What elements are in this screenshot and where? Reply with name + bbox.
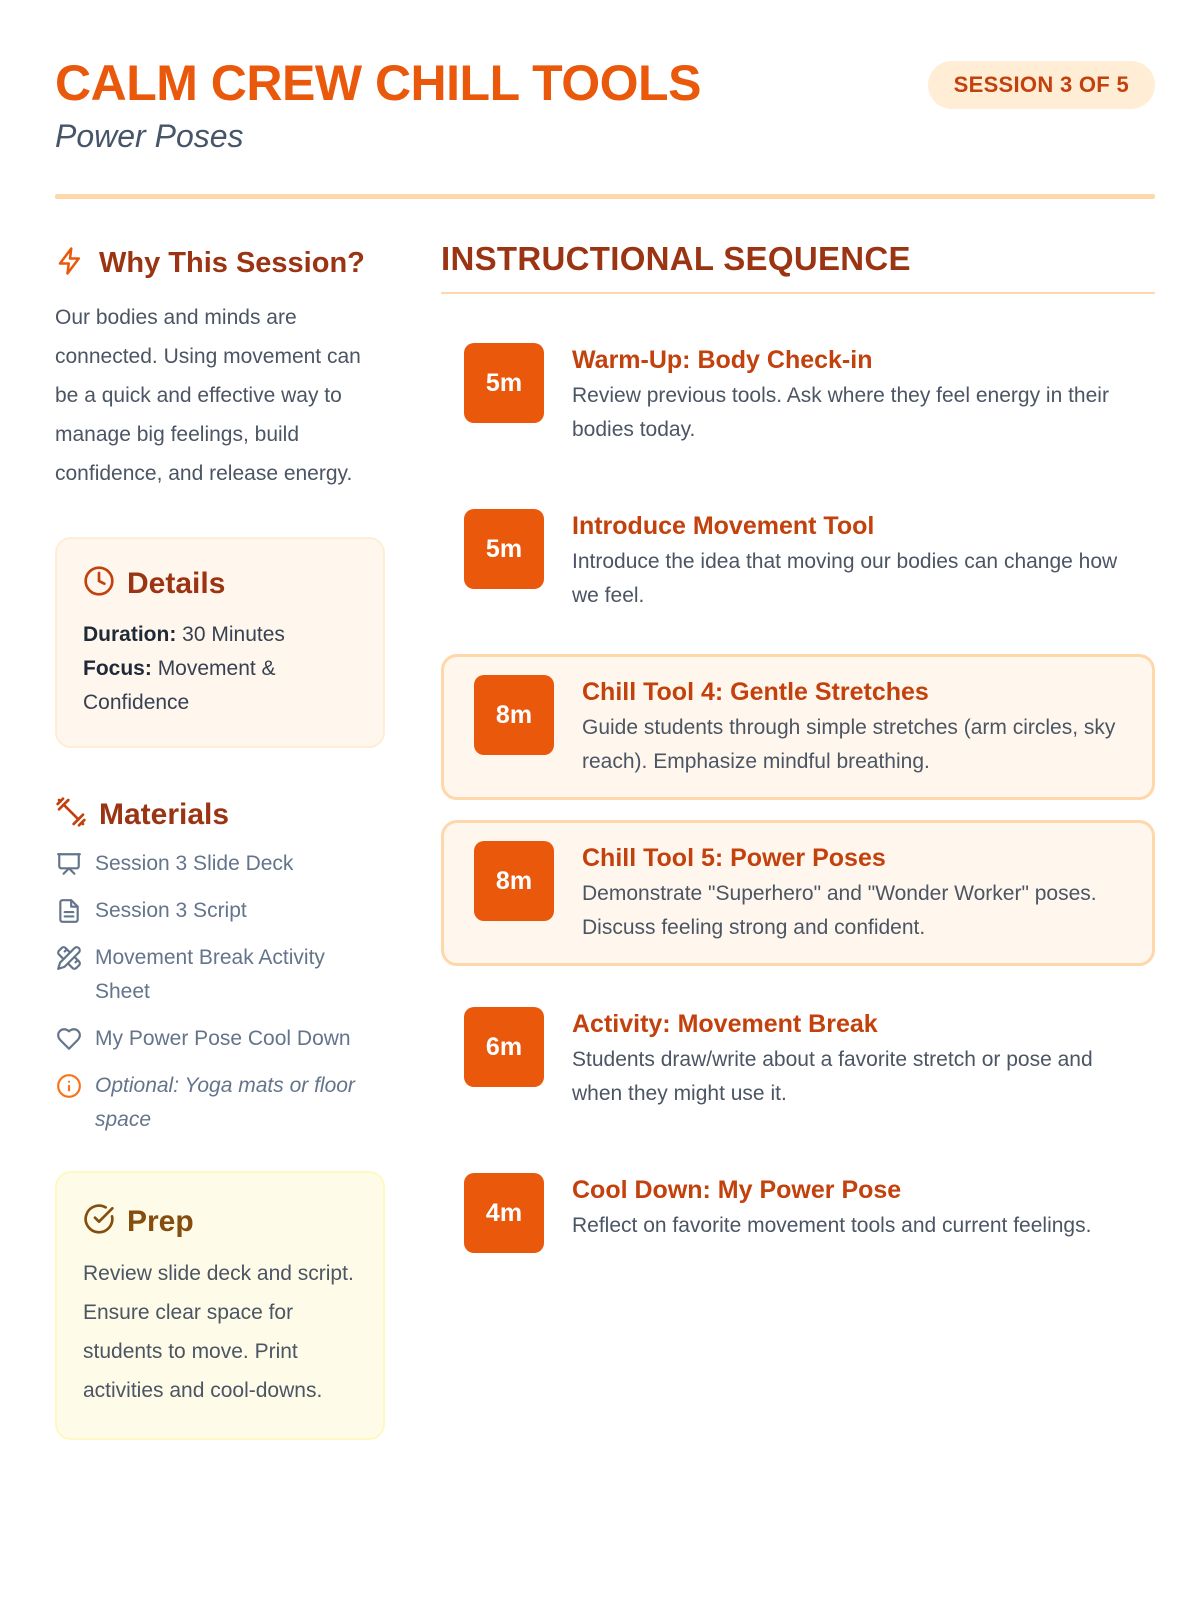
material-item-optional: [55, 1069, 385, 1137]
step-description: Review previous tools. Ask where they feel energy in their bodies today.: [572, 384, 1109, 441]
why-text: Our bodies and minds are connected. Using movement can be a quick and effective way to manage big feelings, build confidence, and release energy.: [55, 306, 361, 485]
step-duration: 8m: [474, 675, 554, 755]
sequence-title: INSTRUCTIONAL SEQUENCE: [441, 240, 1155, 294]
step-duration: 6m: [464, 1007, 544, 1087]
dumbbell-icon: [55, 796, 87, 833]
material-item: [55, 941, 385, 1009]
details-heading: Details: [127, 566, 226, 600]
step-description: Students draw/write about a favorite stretch or pose and when they might use it.: [572, 1048, 1093, 1105]
prep-card: [55, 1171, 385, 1440]
heart-icon: [55, 1022, 83, 1056]
materials-heading: Materials: [99, 797, 230, 831]
sequence-step: [441, 488, 1155, 634]
material-label: Movement Break Activity Sheet: [95, 946, 325, 1003]
header-divider: [55, 194, 1155, 199]
step-title: Introduce Movement Tool: [572, 512, 875, 540]
sequence-step-highlighted: [441, 654, 1155, 800]
prep-heading: Prep: [127, 1204, 194, 1238]
step-duration: 8m: [474, 841, 554, 921]
duration-value: 30 Minutes: [182, 623, 285, 646]
duration-line: [83, 618, 357, 652]
step-title: Cool Down: My Power Pose: [572, 1176, 902, 1204]
page-subtitle: Power Poses: [55, 118, 244, 154]
sequence-step-highlighted: [441, 820, 1155, 966]
sidebar: [55, 240, 385, 1440]
presentation-icon: [55, 847, 83, 881]
step-title: Chill Tool 4: Gentle Stretches: [582, 678, 929, 706]
step-description: Introduce the idea that moving our bodies can change how we feel.: [572, 550, 1118, 607]
step-title: Warm-Up: Body Check-in: [572, 346, 873, 374]
session-badge: SESSION 3 OF 5: [928, 61, 1155, 109]
pencil-ruler-icon: [55, 941, 83, 975]
info-icon: [55, 1069, 83, 1103]
sequence-step: [441, 986, 1155, 1132]
details-card: [55, 537, 385, 748]
step-duration: 4m: [464, 1173, 544, 1253]
step-duration: 5m: [464, 343, 544, 423]
sequence-step: [441, 322, 1155, 468]
step-title: Chill Tool 5: Power Poses: [582, 844, 886, 872]
step-title: Activity: Movement Break: [572, 1010, 878, 1038]
duration-label: Duration:: [83, 623, 177, 646]
sequence-step: [441, 1152, 1155, 1274]
lightning-icon: [55, 244, 85, 283]
check-circle-icon: [83, 1203, 115, 1240]
material-label: My Power Pose Cool Down: [95, 1027, 351, 1050]
why-heading: Why This Session?: [99, 247, 365, 279]
material-item: [55, 847, 385, 881]
material-item: [55, 1022, 385, 1056]
focus-label: Focus:: [83, 657, 152, 680]
step-description: Guide students through simple stretches (arm circles, sky reach). Emphasize mindful breathing.: [582, 716, 1116, 773]
prep-text: Review slide deck and script. Ensure clear space for students to move. Print activities and cool-downs.: [83, 1262, 354, 1402]
step-description: Reflect on favorite movement tools and current feelings.: [572, 1214, 1092, 1237]
step-duration: 5m: [464, 509, 544, 589]
material-label: Session 3 Slide Deck: [95, 852, 294, 875]
page-title: CALM CREW CHILL TOOLS: [55, 55, 701, 111]
material-item: [55, 894, 385, 928]
step-description: Demonstrate "Superhero" and "Wonder Worker" poses. Discuss feeling strong and confident.: [582, 882, 1097, 939]
focus-line: [83, 652, 357, 720]
materials-section: [55, 796, 385, 1137]
document-icon: [55, 894, 83, 928]
page-header: [55, 50, 1155, 155]
focus-value: Movement & Confidence: [83, 657, 276, 714]
sequence-list: [441, 322, 1155, 1274]
clock-icon: [83, 565, 115, 602]
main-content: [441, 240, 1155, 1294]
material-label: Optional: Yoga mats or floor space: [95, 1074, 355, 1131]
material-label: Session 3 Script: [95, 899, 247, 922]
why-section-header: [55, 240, 385, 286]
